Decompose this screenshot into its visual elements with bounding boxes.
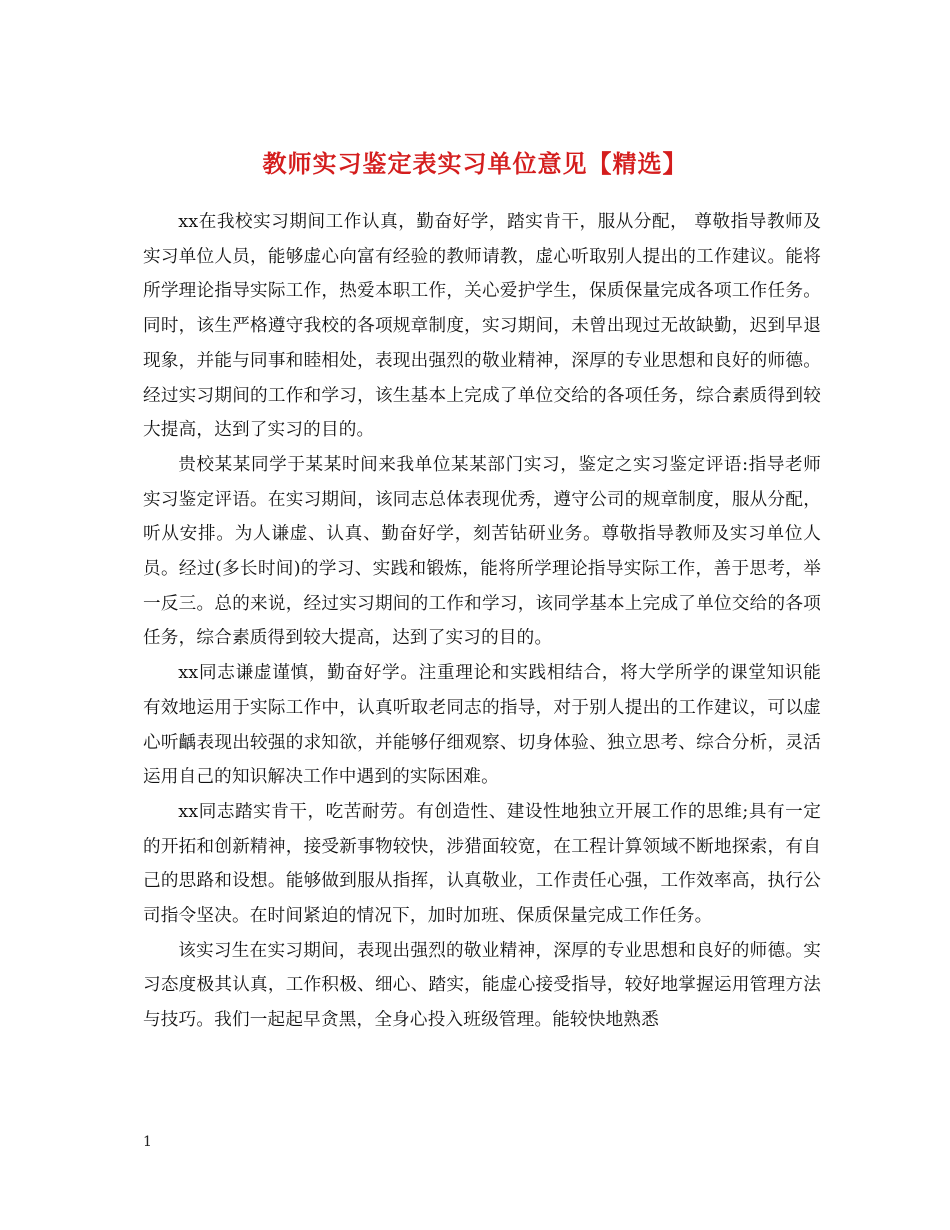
paragraph-3: xx同志谦虚谨慎，勤奋好学。注重理论和实践相结合，将大学所学的课堂知识能有效地运用于实际工作中，认真听取老同志的指导，对于别人提出的工作建议，可以虚心听齲表现出较强的求知欲，并能够仔细观察、切身体验、独立思考、综合分析，灵活运用自己的知识解决工作中遇到的实际困难。 xyxy=(143,663,821,788)
paragraph-1: xx在我校实习期间工作认真，勤奋好学，踏实肯干，服从分配， 尊敬指导教师及实习单位人员，能够虚心向富有经验的教师请教，虚心听取别人提出的工作建议。能将所学理论指导实际工作，热爱本职工作，关心爱护学生，保质保量完成各项工作任务。同时，该生严格遵守我校的各项规章制度，实习期间，未曾出现过无故缺勤，迟到早退现象，并能与同事和睦相处，表现出强烈的敬业精神，深厚的专业思想和良好的师德。经过实习期间的工作和学习，该生基本上完成了单位交给的各项任务，综合素质得到较大提高，达到了实习的目的。 xyxy=(143,212,821,441)
paragraph-2: 贵校某某同学于某某时间来我单位某某部门实习，鉴定之实习鉴定评语:指导老师实习鉴定评语。在实习期间，该同志总体表现优秀，遵守公司的规章制度，服从分配，听从安排。为人谦虚、认真、勤奋好学，刻苦钻研业务。尊敬指导教师及实习单位人员。经过(多长时间)的学习、实践和锻炼，能将所学理论指导实际工作，善于思考，举一反三。总的来说，经过实习期间的工作和学习，该同学基本上完成了单位交给的各项任务，综合素质得到较大提高，达到了实习的目的。 xyxy=(143,454,821,649)
page-number: 1 xyxy=(143,1134,152,1150)
paragraph-4: xx同志踏实肯干，吃苦耐劳。有创造性、建设性地独立开展工作的思维;具有一定的开拓和创新精神，接受新事物较快，涉猎面较宽，在工程计算领域不断地探索，有自己的思路和设想。能够做到服从指挥，认真敬业，工作责任心强，工作效率高，执行公司指令坚决。在时间紧迫的情况下，加时加班、保质保量完成工作任务。 xyxy=(143,801,821,927)
paragraph-5: 该实习生在实习期间，表现出强烈的敬业精神，深厚的专业思想和良好的师德。实习态度极其认真，工作积极、细心、踏实，能虚心接受指导，较好地掌握运用管理方法与技巧。我们一起起早贪黑，全身心投入班级管理。能较快地熟悉 xyxy=(143,940,821,1031)
document-title: 教师实习鉴定表实习单位意见【精选】 xyxy=(262,149,688,179)
document-body xyxy=(143,205,821,1038)
